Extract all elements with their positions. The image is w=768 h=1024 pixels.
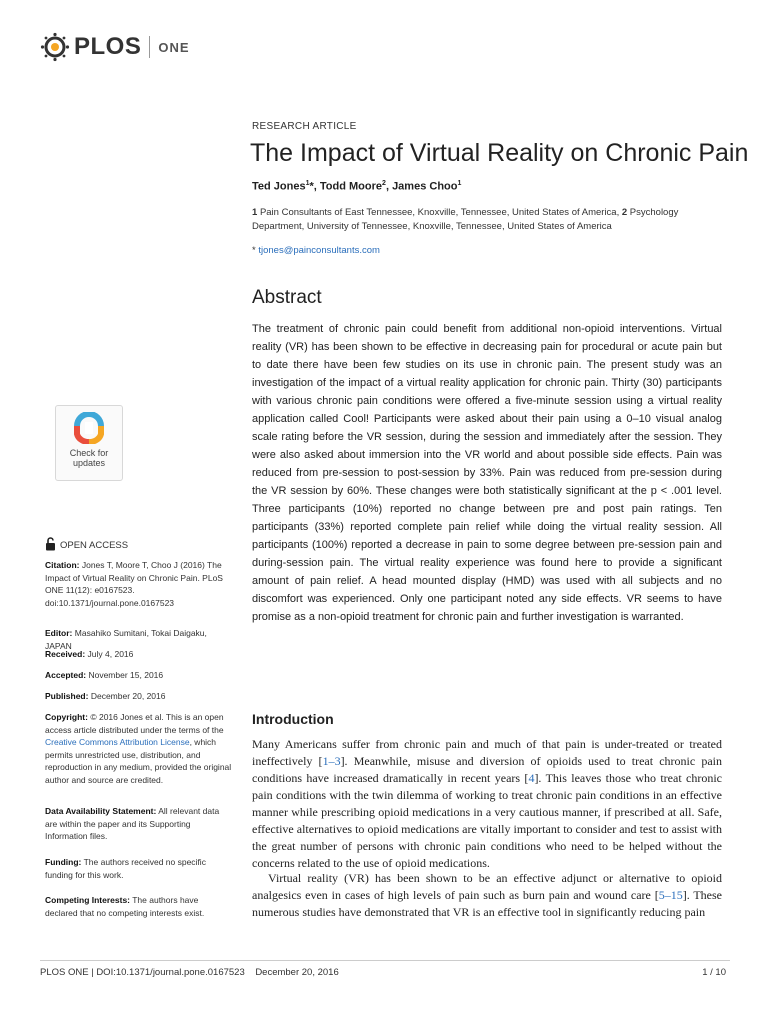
copyright-text-end: , which permits unrestricted use, distribution, and reproduction in any medium, provided the original author and source are credited. [45,737,232,785]
data-availability-label: Data Availability Statement: [45,806,157,816]
footer-date: December 20, 2016 [255,967,339,978]
copyright-text: © 2016 Jones et al. This is an open access article distributed under the terms of the [45,712,224,735]
crossmark-icon [73,412,105,444]
editor-label: Editor: [45,628,73,638]
plos-one-logo[interactable] [40,30,190,64]
intro-text: ]. Meanwhile, misuse and diversion of opioids used to treat chronic pain conditions have increased dramatically in recent years [ [252,754,723,785]
plos-logo-icon [40,32,70,62]
published-block [45,690,233,703]
intro-text: ]. These numerous studies have demonstrated that VR is an effective tool in significantly reducing pain [252,888,722,919]
published-label: Published: [45,691,89,701]
corresponding-email [252,245,380,256]
intro-paragraph-1 [252,736,722,872]
funding-block [45,856,233,881]
affil-number: 1 [252,207,258,218]
citation-label: Citation: [45,560,80,570]
author-affil-sup: 1 [457,180,462,187]
author-affil-sup: 1 [305,180,310,187]
data-availability-text: All relevant data are within the paper and its Supporting Information files. [45,806,220,841]
data-availability-block [45,805,233,843]
funding-text: The authors received no specific funding for this work. [45,857,206,880]
copyright-label: Copyright: [45,712,88,722]
intro-text: Virtual reality (VR) has been shown to be an effective adjunct or alternative to opioid analgesics even in cases of high levels of pain such as burn pain and wound care [ [252,871,722,902]
footer-divider [40,960,730,961]
open-access-badge [45,537,128,554]
affiliations [252,206,722,234]
author-name[interactable]: James Choo [392,180,458,193]
editor-text: Masahiko Sumitani, Tokai Daigaku, JAPAN [45,628,207,651]
intro-paragraph-2 [252,870,722,921]
open-access-label: OPEN ACCESS [60,540,129,551]
article-title: The Impact of Virtual Reality on Chronic Pain [250,139,749,167]
intro-text: ]. This leaves those who treat chronic pain conditions with the twin dilemma of working to treat chronic pain conditions in an effective manner while prescribing opioid medications in a very cautious manner, if prescribed at all. Safe, effective alternatives to opioid medications are vitally important to consider and test to assist with the great number of persons with chronic pain conditions who need to be helped without the concerns related to the use of opioid medications. [252,771,723,870]
received-label: Received: [45,649,86,659]
reference-link[interactable]: 5–15 [658,888,683,902]
intro-text: Many Americans suffer from chronic pain and much of that pain is under-treated or treated ineffectively [ [252,737,722,768]
received-block [45,648,233,661]
citation-text: Jones T, Moore T, Choo J (2016) The Impact of Virtual Reality on Chronic Pain. PLoS ONE 11(12): e0167523. doi:10.1371/journal.pone.0167523 [45,560,223,608]
accepted-label: Accepted: [45,670,87,680]
email-mark: * [252,245,256,256]
competing-label: Competing Interests: [45,895,131,905]
footer-journal-doi: PLOS ONE | DOI:10.1371/journal.pone.0167523 [40,967,245,978]
email-link[interactable]: tjones@painconsultants.com [258,245,380,256]
author-affil-sup: 2 [382,180,386,187]
corresponding-mark: * [309,180,314,193]
competing-interests-block [45,894,233,919]
introduction-heading: Introduction [252,711,334,727]
author-name[interactable]: Ted Jones [252,180,306,193]
funding-label: Funding: [45,857,82,867]
license-link[interactable]: Creative Commons Attribution License [45,737,190,747]
author-list: Ted Jones$^1$*, Todd Moore$^2$, James Choo$^1$ [252,180,462,193]
abstract-text: The treatment of chronic pain could benefit from additional non-opioid interventions. Virtual reality (VR) has been shown to be effective in decreasing pain for procedural or acute pain but to date there have been few studies on its use in chronic pain. The present study was an investigation of the impact of a virtual reality application for chronic pain. Thirty (30) participants with various chronic pain conditions were offered a five-minute session using a virtual reality application called Cool! Participants were asked about their pain using a 0–10 visual analog scale rating before the VR session, during the session and immediately after the session. They were also asked about immersion into the VR world and about possible side effects. Pain was reduced from pre-session to post-session by 33%. Pain was reduced from pre-session during the VR session by 60%. These changes were both statistically significant at the p < .001 level. Three participants (10%) reported no change between pre and post pain ratings. Ten participants (33%) reported complete pain relief while doing the virtual reality session. All participants (100%) reported a decrease in pain to some degree between pre-session pain and during-session pain. The virtual reality experience was found here to provide a significant amount of pain relief. A head mounted display (HMD) was used with all subjects and no discomfort was experienced. Only one participant noted any side effects. VR seems to have promise as a non-opioid treatment for chronic pain and further investigation is warranted. [252,323,722,623]
logo-divider [149,36,150,58]
copyright-block [45,711,233,786]
reference-link[interactable]: 1–3 [322,754,341,768]
affiliation-1: Pain Consultants of East Tennessee, Knoxville, Tennessee, United States of America, [259,207,620,218]
brand-name: PLOS [74,33,142,60]
competing-text: The authors have declared that no competing interests exist. [45,895,205,918]
page-number: 1 / 10 [702,967,726,978]
open-lock-icon [45,537,56,554]
author-name[interactable]: Todd Moore [319,180,383,193]
check-updates-label: Check for updates [69,448,109,468]
check-for-updates-button[interactable] [55,405,123,481]
citation-block [45,559,233,609]
footer-citation [40,967,339,978]
accepted-block [45,669,233,682]
published-date: December 20, 2016 [90,691,166,701]
received-date: July 4, 2016 [87,649,134,659]
article-type: RESEARCH ARTICLE [252,121,357,132]
abstract-heading: Abstract [252,287,322,308]
accepted-date: November 15, 2016 [88,670,164,680]
reference-link[interactable]: 4 [528,771,535,785]
affil-number: 2 [621,207,628,218]
journal-name: ONE [158,39,190,55]
affiliation-2: Psychology Department, University of Tennessee, Knoxville, Tennessee, United States of America [252,207,679,232]
